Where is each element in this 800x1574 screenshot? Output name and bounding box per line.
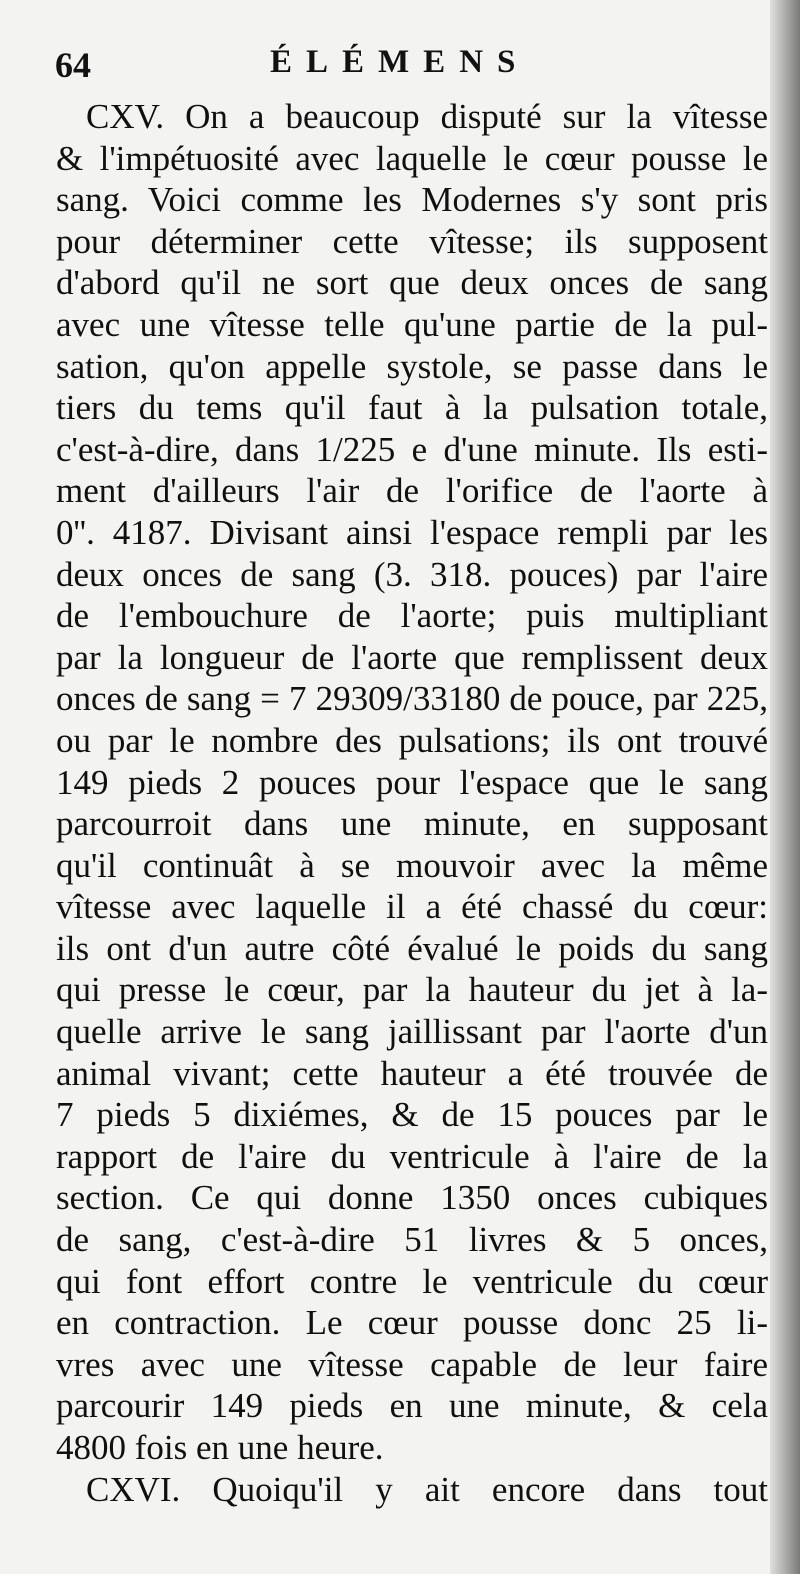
- text-line: qui font effort contre le ventricule du cœur: [56, 1261, 768, 1301]
- text-line: 7 pieds 5 dixiémes, & de 15 pouces par le: [56, 1095, 768, 1135]
- text-line: ment d'ailleurs l'air de l'orifice de l'aorte à: [56, 471, 768, 511]
- text-line: avec une vîtesse telle qu'une partie de la pul-: [56, 304, 768, 344]
- text-line: parcourir 149 pieds en une minute, & cela: [56, 1386, 768, 1426]
- body-text: [56, 96, 768, 1510]
- text-line: tiers du tems qu'il faut à la pulsation totale,: [56, 388, 768, 428]
- text-line: sation, qu'on appelle systole, se passe dans le: [56, 346, 768, 386]
- page-number: 64: [55, 45, 91, 85]
- text-line: rapport de l'aire du ventricule à l'aire de la: [56, 1136, 768, 1176]
- text-line: 4800 fois en une heure.: [56, 1428, 384, 1467]
- text-line: CXV. On a beaucoup disputé sur la vîtesse: [86, 97, 768, 136]
- page-header: [55, 40, 755, 90]
- text-line: ils ont d'un autre côté évalué le poids du sang: [56, 928, 768, 968]
- text-line: qu'il continuât à se mouvoir avec la même: [56, 845, 768, 885]
- page-gutter-shadow: [770, 0, 800, 1574]
- text-line: onces de sang = 7 29309/33180 de pouce, par 225,: [56, 679, 768, 719]
- text-line: quelle arrive le sang jaillissant par l'aorte d'un: [56, 1012, 768, 1052]
- text-line: animal vivant; cette hauteur a été trouvée de: [56, 1053, 768, 1093]
- text-line: deux onces de sang (3. 318. pouces) par l'aire: [56, 554, 768, 594]
- text-line: CXVI. Quoiqu'il y ait encore dans tout: [86, 1469, 768, 1509]
- text-line: d'abord qu'il ne sort que deux onces de sang: [56, 263, 768, 303]
- text-line: c'est-à-dire, dans 1/225 e d'une minute. Ils esti-: [56, 429, 768, 469]
- text-line: parcourroit dans une minute, en supposant: [56, 804, 768, 844]
- text-line: pour déterminer cette vîtesse; ils supposent: [56, 221, 768, 261]
- text-line: 0''. 4187. Divisant ainsi l'espace rempli par les: [56, 512, 768, 552]
- text-line: de l'embouchure de l'aorte; puis multipliant: [56, 596, 768, 636]
- text-line: 149 pieds 2 pouces pour l'espace que le sang: [56, 762, 768, 802]
- text-line: vîtesse avec laquelle il a été chassé du cœur:: [56, 887, 768, 927]
- text-line: sang. Voici comme les Modernes s'y sont pris: [56, 180, 768, 220]
- text-line: vres avec une vîtesse capable de leur faire: [56, 1344, 768, 1384]
- text-line: ou par le nombre des pulsations; ils ont trouvé: [56, 720, 768, 760]
- text-line: qui presse le cœur, par la hauteur du jet à la-: [56, 970, 768, 1010]
- text-line: & l'impétuosité avec laquelle le cœur pousse le: [56, 138, 768, 178]
- text-line: par la longueur de l'aorte que remplissent deux: [56, 637, 768, 677]
- running-head: ÉLÉMENS: [270, 44, 530, 80]
- text-line: de sang, c'est-à-dire 51 livres & 5 onces,: [56, 1220, 768, 1260]
- text-line: en contraction. Le cœur pousse donc 25 li-: [56, 1303, 768, 1343]
- text-line: section. Ce qui donne 1350 onces cubiques: [56, 1178, 768, 1218]
